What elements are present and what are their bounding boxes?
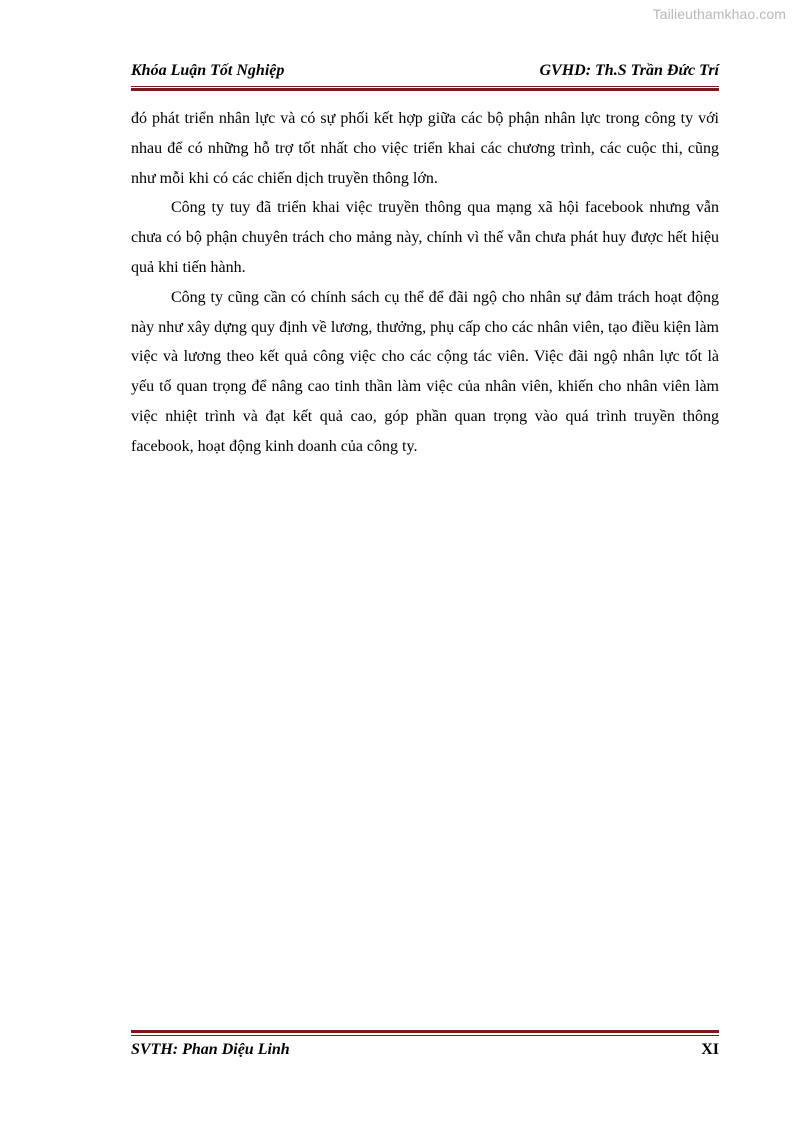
footer-rule-thick	[131, 1030, 719, 1033]
header-thesis-title: Khóa Luận Tốt Nghiệp	[131, 62, 285, 79]
footer-rule-thin	[131, 1035, 719, 1036]
page-number: XI	[701, 1041, 719, 1058]
header-rule-thin	[131, 86, 719, 87]
page-footer	[131, 1041, 719, 1063]
paragraph-2: Công ty tuy đã triển khai việc truyền thông qua mạng xã hội facebook nhưng vẫn chưa có bộ phận chuyên trách cho mảng này, chính vì thế vẫn chưa phát huy được hết hiệu quả khi tiến hành.	[131, 199, 719, 276]
footer-student-name: SVTH: Phan Diệu Linh	[131, 1041, 290, 1058]
body-text	[131, 104, 719, 462]
watermark: Tailieuthamkhao.com	[652, 6, 786, 22]
header-supervisor: GVHD: Th.S Trần Đức Trí	[539, 62, 719, 79]
paragraph-1: đó phát triển nhân lực và có sự phối kết hợp giữa các bộ phận nhân lực trong công ty với nhau để có những hỗ trợ tốt nhất cho việc triển khai các chương trình, các cuộc thi, cũng như mỗi khi có các chiến dịch truyền thông lớn.	[131, 110, 719, 187]
header-rule-thick	[131, 88, 719, 91]
paragraph-3: Công ty cũng cần có chính sách cụ thể để đãi ngộ cho nhân sự đảm trách hoạt động này như xây dựng quy định về lương, thưởng, phụ cấp cho các nhân viên, tạo điều kiện làm việc và lương theo kết quả công việc cho các cộng tác viên. Việc đãi ngộ nhân lực tốt là yếu tố quan trọng để nâng cao tinh thần làm việc của nhân viên, khiến cho nhân viên làm việc nhiệt trình và đạt kết quả cao, góp phần quan trọng vào quá trình truyền thông facebook, hoạt động kinh doanh của công ty.	[131, 288, 719, 455]
page-header	[131, 62, 719, 84]
